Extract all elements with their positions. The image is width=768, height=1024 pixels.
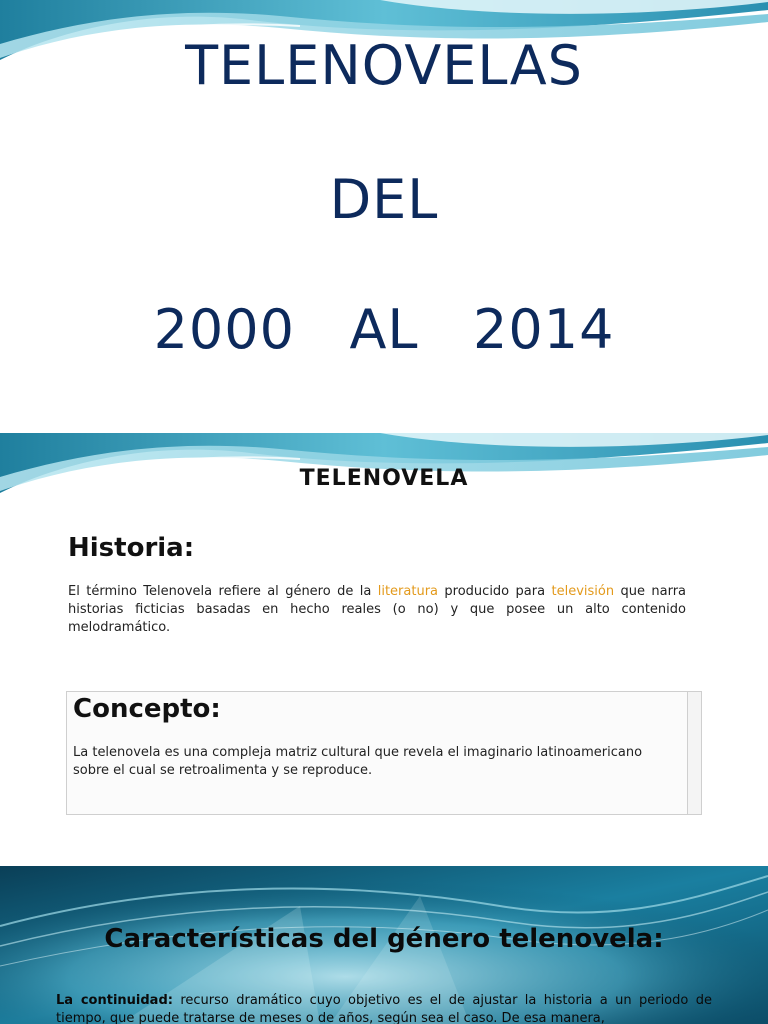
historia-text-part: El término Telenovela refiere al género de la: [68, 584, 378, 599]
title-line-2: DEL: [329, 168, 439, 231]
caracteristicas-title: Características del género telenovela:: [104, 924, 664, 954]
slide-heading: TELENOVELA: [299, 466, 469, 491]
concepto-title: Concepto:: [73, 694, 221, 724]
concepto-text: La telenovela es una compleja matriz cultural que revela el imaginario latinoamericano sobre el cual se retroalimenta y se reproduce.: [73, 745, 643, 778]
title-line-3: 2000 AL 2014: [153, 298, 615, 361]
continuidad-term: La continuidad:: [56, 993, 173, 1008]
concepto-box: [66, 691, 702, 815]
historia-text-part: producido para: [438, 584, 552, 599]
caracteristicas-slide: [0, 866, 768, 1024]
title-slide: [0, 0, 768, 432]
television-link[interactable]: televisión: [551, 584, 615, 599]
telenovela-slide: [0, 433, 768, 865]
historia-title: Historia:: [68, 533, 195, 563]
historia-text-part: que narra historias ficticias basadas en hecho reales (o no) y que posee un alto contenido melodramático.: [68, 584, 687, 635]
continuidad-description: recurso dramático cuyo objetivo es el de ajustar la historia a un periodo de tiempo, que puede tratarse de meses o de años, según sea el caso. De esa manera,: [56, 993, 712, 1024]
title-line-1: TELENOVELAS: [185, 34, 583, 97]
literatura-link[interactable]: literatura: [377, 584, 439, 599]
box-scrollbar[interactable]: [687, 692, 701, 814]
caracteristicas-text: [56, 992, 712, 1024]
historia-text: [68, 583, 686, 637]
